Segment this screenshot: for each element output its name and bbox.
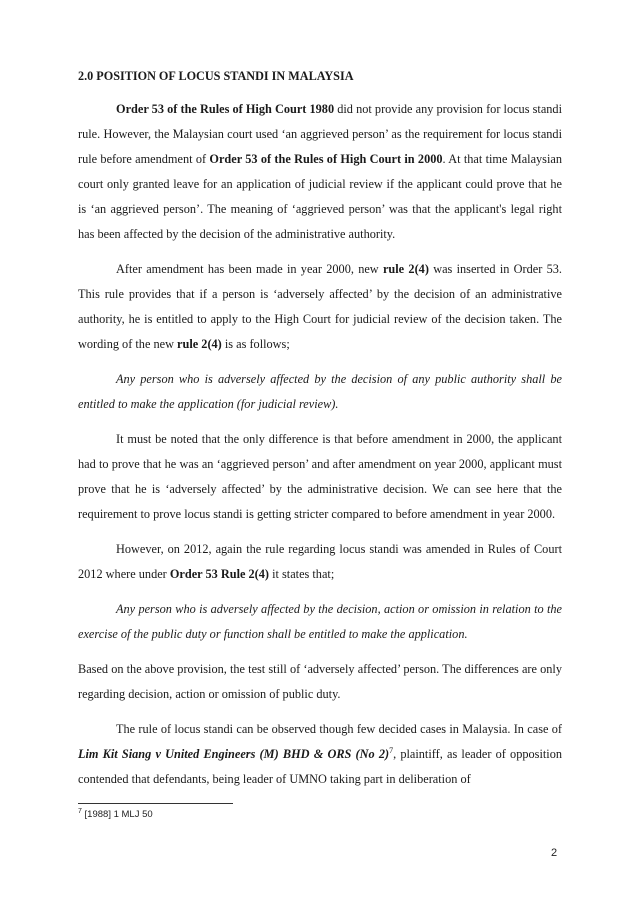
footnote xyxy=(78,809,153,820)
bold-order-53-rule-2-4: Order 53 Rule 2(4) xyxy=(169,567,270,581)
paragraph-text: However, on 2012, again the rule regarding locus standi was amended in Rules of Court 2012 where under xyxy=(78,542,562,581)
paragraph-text: After amendment has been made in year 2000, new xyxy=(116,262,383,276)
footnote-text: [1988] 1 MLJ 50 xyxy=(81,809,153,820)
paragraph-provision-test: Based on the above provision, the test still of ‘adversely affected’ person. The differences are only regarding decision, action or omission of public duty. xyxy=(78,662,562,701)
section-heading: 2.0 POSITION OF LOCUS STANDI IN MALAYSIA xyxy=(78,69,354,83)
paragraph-text: , plaintiff, as leader of opposition contended that defendants, being leader of UMNO taking part in deliberation of xyxy=(78,747,562,786)
bold-rule-2-4: rule 2(4) xyxy=(382,262,429,276)
bold-order-53-1980: Order 53 of the Rules of High Court 1980 xyxy=(116,102,335,116)
paragraph-amendment-2000 xyxy=(78,257,562,357)
bold-order-53-2000: Order 53 of the Rules of High Court in 2000 xyxy=(209,152,443,166)
footnote-reference: 7 xyxy=(389,745,394,755)
paragraph-text: . At that time Malaysian court only granted leave for an application of judicial review if the applicant could prove that he is ‘an aggrieved person’. The meaning of ‘aggrieved person’ was that the applicant's legal right has been affected by the decision of the administrative authority. xyxy=(78,152,562,241)
paragraph-text: is as follows; xyxy=(221,337,290,351)
case-name: Lim Kit Siang v United Engineers (M) BHD & ORS (No 2) xyxy=(78,747,390,761)
paragraph-text: did not provide any provision for locus standi rule. However, the Malaysian court used ‘an aggrieved person’ as the requirement for locus standi rule before amendment of xyxy=(78,102,562,166)
paragraph-text: The rule of locus standi can be observed though few decided cases in Malaysia. In case of xyxy=(116,722,562,736)
footnote-mark: 7 xyxy=(78,807,82,815)
paragraph-amendment-2012 xyxy=(78,537,562,587)
quote-rule-2-4-2012: Any person who is adversely affected by the decision, action or omission in relation to the exercise of the public duty or function shall be entitled to make the application. xyxy=(78,602,562,641)
paragraph-difference: It must be noted that the only difference is that before amendment in 2000, the applicant had to prove that he was an ‘aggrieved person’ and after amendment on year 2000, applicant must prove that he is ‘adversely affected’ by the administrative decision. We can see here that the requirement to prove locus standi is getting stricter compared to before amendment in year 2000. xyxy=(78,432,562,521)
paragraph-text: it states that; xyxy=(269,567,335,581)
footnote-separator xyxy=(78,803,233,804)
paragraph-decided-cases xyxy=(78,717,562,792)
bold-rule-2-4: rule 2(4) xyxy=(177,337,222,351)
page-number: 2 xyxy=(551,847,558,859)
paragraph-order-53-1980 xyxy=(78,97,562,247)
quote-rule-2-4-2000: Any person who is adversely affected by the decision of any public authority shall be entitled to make the application (for judicial review). xyxy=(78,372,562,411)
paragraph-text: was inserted in Order 53. This rule provides that if a person is ‘adversely affected’ by the decision of an administrative authority, he is entitled to apply to the High Court for judicial review of the decision taken. The wording of the new xyxy=(78,262,562,351)
page-content xyxy=(78,66,562,792)
